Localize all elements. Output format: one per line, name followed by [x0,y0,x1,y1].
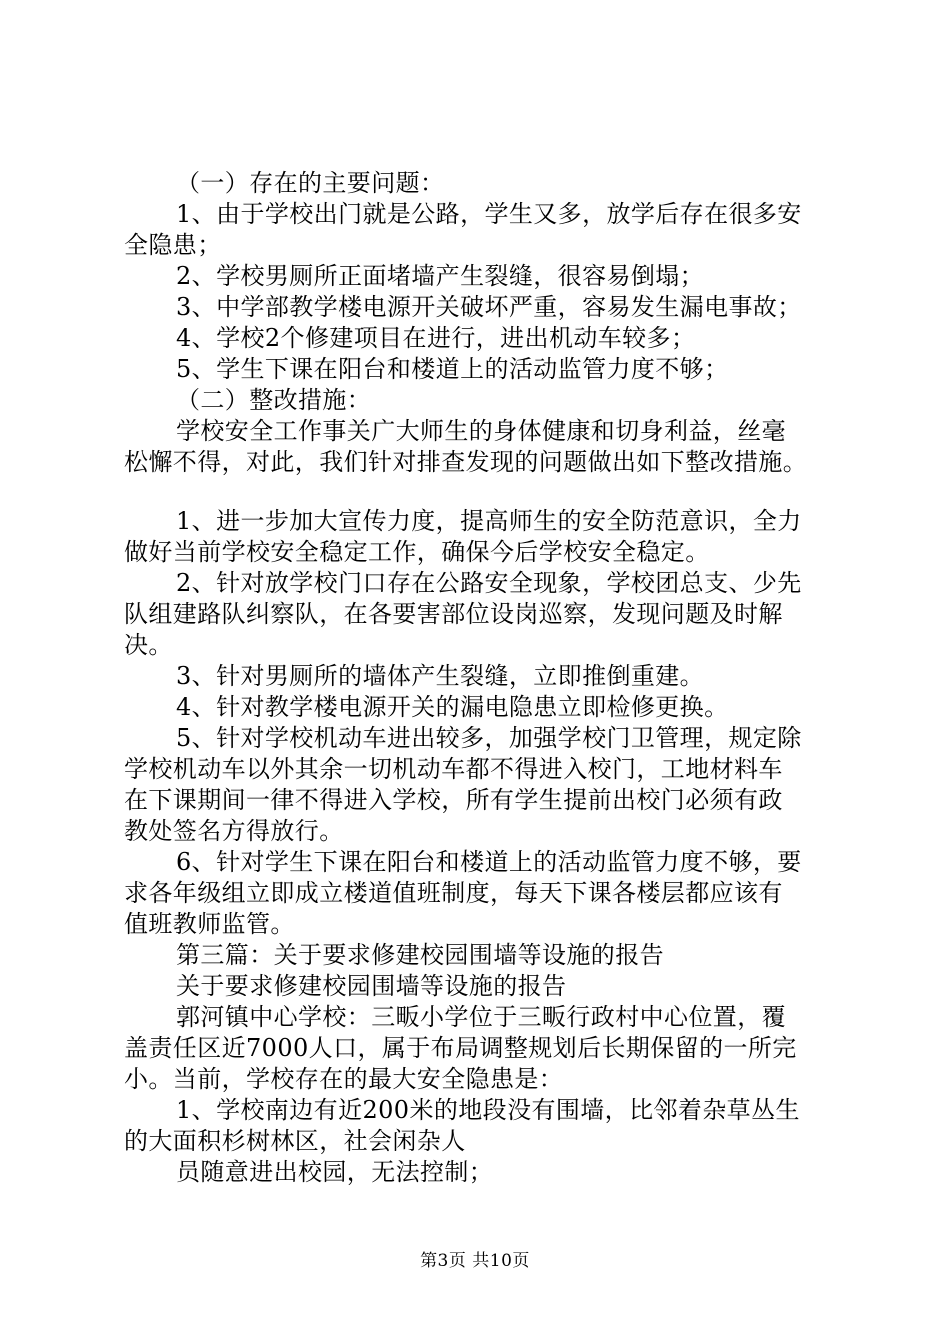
text-line: 值班教师监管。 [124,910,295,938]
text-line: （二）整改措施： [176,386,372,414]
text-line: 学校机动车以外其余一切机动车都不得进入校门，工地材料车 [124,755,783,783]
text-line: 求各年级组立即成立楼道值班制度，每天下课各楼层都应该有 [124,879,783,907]
blank-line [124,478,844,506]
text-line: （一）存在的主要问题： [176,169,445,197]
text-line: 松懈不得，对此，我们针对排查发现的问题做出如下整改措施。 [124,448,808,476]
text-line: 全隐患； [124,231,222,259]
text-line: 1、学校南边有近200米的地段没有围墙，比邻着杂草丛生 [176,1096,800,1124]
page-footer: 第3页 共10页 [420,1251,530,1271]
text-line: 1、进一步加大宣传力度，提高师生的安全防范意识，全力 [176,507,802,535]
text-line: 决。 [124,631,173,659]
text-line: 小。当前，学校存在的最大安全隐患是： [124,1065,564,1093]
text-line: 第三篇：关于要求修建校园围墙等设施的报告 [176,941,664,969]
text-line: 教处签名方得放行。 [124,817,344,845]
text-line: 5、针对学校机动车进出较多，加强学校门卫管理，规定除 [176,724,802,752]
text-line: 关于要求修建校园围墙等设施的报告 [176,972,567,1000]
text-line: 郭河镇中心学校：三畈小学位于三畈行政村中心位置，覆 [176,1003,786,1031]
text-line: 3、针对男厕所的墙体产生裂缝，立即推倒重建。 [176,662,705,690]
text-line: 6、针对学生下课在阳台和楼道上的活动监管力度不够，要 [176,848,802,876]
text-line: 盖责任区近7000人口，属于布局调整规划后长期保留的一所完 [124,1034,797,1062]
text-line: 3、中学部教学楼电源开关破坏严重，容易发生漏电事故； [176,293,802,321]
text-line: 做好当前学校安全稳定工作，确保今后学校安全稳定。 [124,538,710,566]
text-line: 学校安全工作事关广大师生的身体健康和切身利益，丝毫 [176,417,786,445]
text-line: 4、学校2个修建项目在进行，进出机动车较多； [176,324,696,352]
text-line: 2、针对放学校门口存在公路安全现象，学校团总支、少先 [176,569,802,597]
text-line: 2、学校男厕所正面堵墙产生裂缝，很容易倒塌； [176,262,705,290]
document-body [124,168,844,1188]
text-line: 的大面积杉树林区，社会闲杂人 [124,1127,466,1155]
text-line: 5、学生下课在阳台和楼道上的活动监管力度不够； [176,355,729,383]
text-line: 4、针对教学楼电源开关的漏电隐患立即检修更换。 [176,693,729,721]
text-line: 员随意进出校园，无法控制； [176,1158,494,1186]
text-line: 队组建路队纠察队，在各要害部位设岗巡察，发现问题及时解 [124,600,783,628]
text-line: 1、由于学校出门就是公路，学生又多，放学后存在很多安 [176,200,802,228]
text-line: 在下课期间一律不得进入学校，所有学生提前出校门必须有政 [124,786,783,814]
